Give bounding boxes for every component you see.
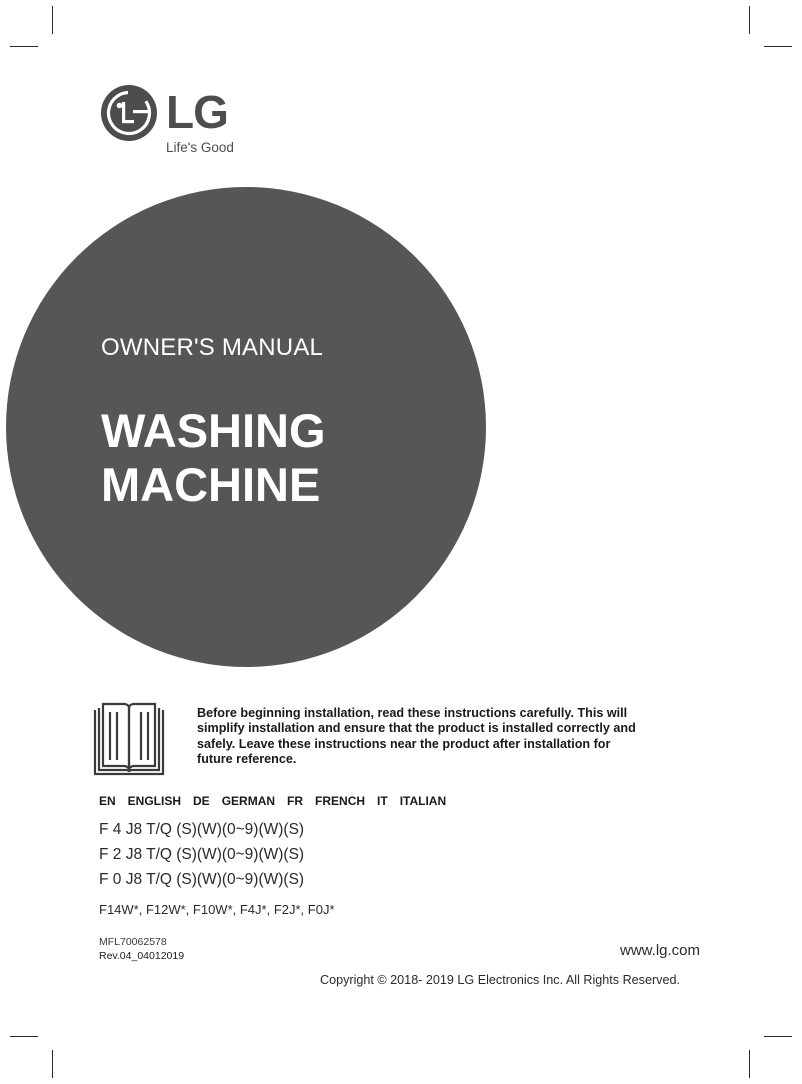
- copyright: Copyright © 2018- 2019 LG Electronics Inc. All Rights Reserved.: [320, 973, 680, 987]
- installation-notice: Before beginning installation, read these instructions carefully. This will simplify installation and ensure that the product is installed correctly and safely. Leave these instructions near the product after installation for future reference.: [197, 706, 636, 766]
- language-list: [99, 794, 458, 808]
- model-line-1: F 4 J8 T/Q (S)(W)(0~9)(W)(S): [99, 821, 305, 838]
- model-line-3: F 0 J8 T/Q (S)(W)(0~9)(W)(S): [99, 871, 305, 888]
- manual-subtitle: OWNER'S MANUAL: [101, 334, 324, 361]
- crop-mark-top-left-vertical: [52, 6, 53, 34]
- brand-tagline: Life's Good: [166, 140, 234, 155]
- crop-mark-top-left-horizontal: [10, 46, 38, 47]
- language-name-french: FRENCH: [315, 794, 366, 808]
- model-codes: F14W*, F12W*, F10W*, F4J*, F2J*, F0J*: [99, 902, 335, 917]
- crop-mark-bottom-right-horizontal: [764, 1036, 792, 1037]
- product-title-line-2: MACHINE: [101, 458, 321, 511]
- language-name-italian: ITALIAN: [399, 794, 447, 808]
- crop-mark-top-right-vertical: [749, 6, 750, 34]
- crop-mark-bottom-left-vertical: [52, 1050, 53, 1078]
- lg-face-icon: [100, 84, 158, 142]
- language-code-it: IT: [377, 794, 388, 808]
- language-code-fr: FR: [287, 794, 304, 808]
- revision: Rev.04_04012019: [99, 950, 185, 962]
- language-code-en: EN: [99, 794, 116, 808]
- website-link[interactable]: www.lg.com: [620, 942, 701, 959]
- crop-mark-top-right-horizontal: [764, 46, 792, 47]
- crop-mark-bottom-left-horizontal: [10, 1036, 38, 1037]
- product-title: [101, 404, 326, 512]
- language-code-de: DE: [193, 794, 210, 808]
- part-number: MFL70062578: [99, 936, 167, 948]
- product-title-line-1: WASHING: [101, 404, 326, 457]
- crop-mark-bottom-right-vertical: [749, 1050, 750, 1078]
- open-book-icon: [93, 700, 165, 781]
- brand-name: LG: [166, 86, 228, 138]
- lg-logo: [100, 84, 234, 155]
- model-line-2: F 2 J8 T/Q (S)(W)(0~9)(W)(S): [99, 846, 305, 863]
- language-name-german: GERMAN: [221, 794, 276, 808]
- language-name-english: ENGLISH: [127, 794, 182, 808]
